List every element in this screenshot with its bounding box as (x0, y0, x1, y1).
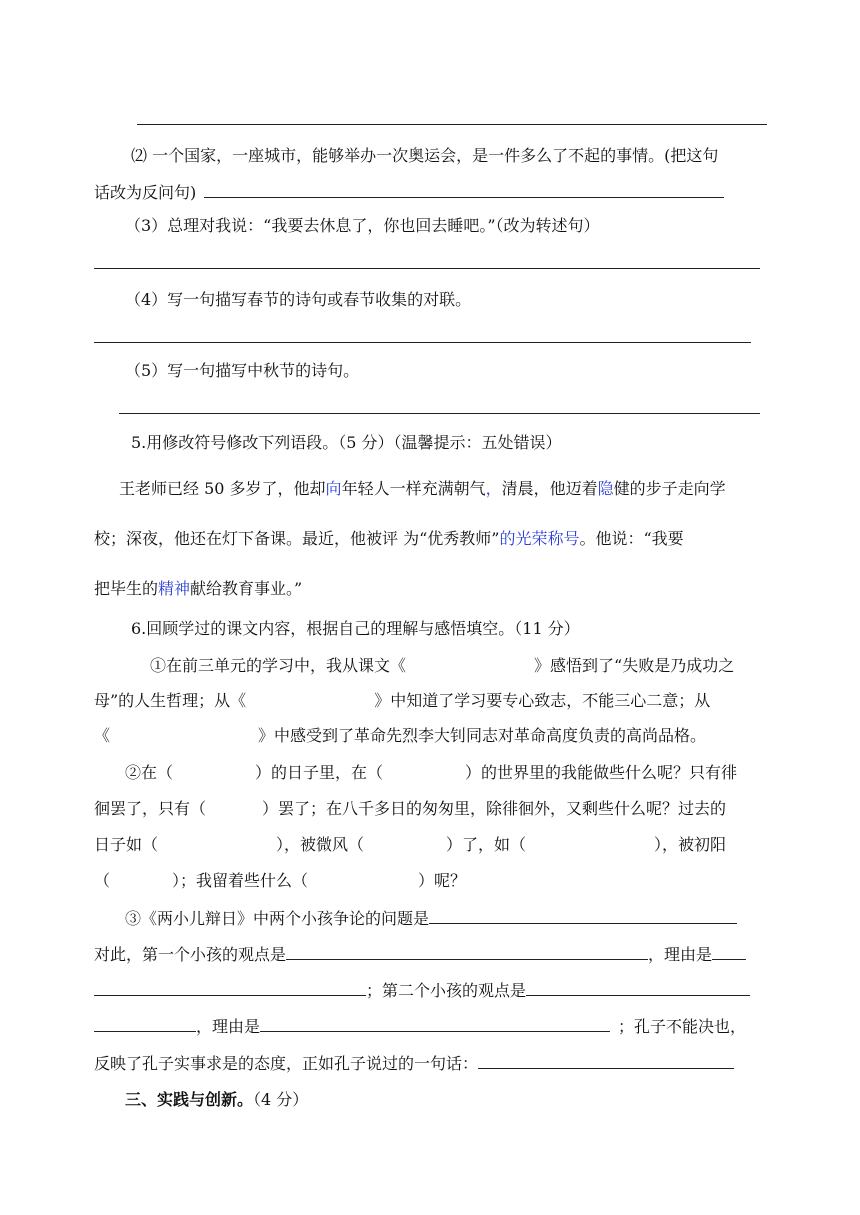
q6-s2-text: ）呢？ (418, 871, 467, 890)
q5-error-word: 隐 (597, 479, 614, 498)
q6-s2-line2 (94, 798, 726, 820)
q6-s3-blank[interactable] (478, 1052, 734, 1069)
q5-paragraph-line3 (94, 578, 302, 600)
answer-line-top (137, 124, 767, 125)
q6-s2-text: ），被微风（ (276, 835, 365, 854)
q6-s2-line4 (94, 870, 466, 892)
q6-s3-text: 反映了孔子实事求是的态度，正如孔子说过的一句话： (94, 1054, 479, 1073)
q6-s1-line1 (150, 655, 734, 677)
q6-s2-text: 日子如（ (94, 835, 159, 854)
q6-s3-line3 (94, 979, 750, 1002)
q6-s3-text: 对此，第一个小孩的观点是 (94, 945, 287, 964)
q4-item4: （4）写一句描写春节的诗句或春节收集的对联。 (125, 290, 472, 309)
q4-item2-line2 (94, 181, 724, 204)
q6-s3-line2 (94, 943, 746, 966)
q4-item4-answer-line[interactable] (94, 342, 751, 343)
q5-p1-text: 年轻人一样充满朝气 (341, 479, 486, 498)
q6-s3-text: ③《两小儿辩日》中两个小孩争论的问题是 (125, 909, 430, 928)
q6-s3-line5 (94, 1052, 734, 1075)
q5-p1-text: 健的步子走向学 (613, 479, 726, 498)
q6-s1-text: 》中感受到了革命先烈李大钊同志对革命高度负责的高尚品格。 (258, 726, 707, 745)
q6-s2-text: ）的日子里，在（ (255, 763, 384, 782)
q6-s3-blank[interactable] (260, 1015, 610, 1032)
q5-paragraph-line1 (119, 478, 726, 500)
q6-s2-text: ②在（ (125, 763, 174, 782)
q6-s2-text: 徊罢了，只有（ (94, 799, 207, 818)
q6-s3-text: ，理由是 (196, 1017, 261, 1036)
q6-s2-text: ）了，如（ (446, 835, 527, 854)
q6-s1-text: 》中知道了学习要专心致志，不能三心二意；从 (374, 691, 711, 710)
q6-s1-text: ①在前三单元的学习中，我从课文《 (150, 656, 407, 675)
q6-s3-text: ，理由是 (648, 945, 713, 964)
q6-s2-text: ）的世界里的我能做些什么呢？只有徘 (465, 763, 738, 782)
q6-s2-line3 (94, 834, 726, 856)
q6-title: 6.回顾学过的课文内容，根据自己的理解与感悟填空。（11 分） (131, 619, 580, 638)
q6-s1-text: 母”的人生哲理；从《 (94, 691, 247, 710)
q5-p1-text: 清晨，他迈着 (501, 479, 598, 498)
q4-item2-label: 话改为反问句) (94, 183, 197, 202)
q6-s3-blank[interactable] (526, 979, 750, 996)
q6-s3-line4 (94, 1015, 746, 1038)
q5-p2-text: 校；深夜，他还在灯下备课。最近，他被评 为“优秀教师” (94, 529, 500, 548)
q6-s3-blank[interactable] (94, 979, 366, 996)
q4-item2-answer-blank[interactable] (204, 181, 724, 198)
q6-s2-text: ）；我留着些什么（ (172, 871, 309, 890)
q6-s1-text: 》感悟到了“失败是乃成功之 (534, 656, 735, 675)
q4-item5-answer-line[interactable] (119, 413, 760, 414)
q6-s2-text: ），被初阳 (654, 835, 727, 854)
section-three-score: （4 分） (253, 1090, 309, 1109)
q6-s2-text: ）罢了；在八千多日的匆匆里，除徘徊外，又剩些什么呢？过去的 (262, 799, 727, 818)
q6-s3-text: ；第二个小孩的观点是 (366, 981, 527, 1000)
q6-s3-blank[interactable] (712, 943, 746, 960)
q5-p3-text: 献给教育事业。” (190, 579, 303, 598)
section-three-heading (125, 1089, 308, 1111)
q5-p1-text: 王老师已经 50 多岁了，他却 (119, 479, 326, 498)
q6-s3-blank[interactable] (94, 1015, 196, 1032)
q6-s2-line1 (125, 762, 737, 784)
q6-s3-text: ；孔子不能决也， (618, 1017, 747, 1036)
q4-item5: （5）写一句描写中秋节的诗句。 (125, 361, 360, 380)
q6-s1-line2 (94, 690, 710, 712)
section-three-title: 三、实践与创新。 (125, 1090, 254, 1109)
q6-s1-text: 《 (94, 726, 111, 745)
q5-p2-text: 。他说：“我要 (579, 529, 684, 548)
q5-paragraph-line2 (94, 528, 684, 550)
q5-p3-text: 把毕生的 (94, 579, 159, 598)
q4-item3-answer-line[interactable] (94, 268, 760, 269)
q6-s3-blank[interactable] (286, 943, 648, 960)
q5-error-phrase: 的光荣称号 (499, 529, 580, 548)
q6-s3-line1 (125, 907, 737, 930)
q5-error-punct: ， (485, 479, 502, 498)
q6-s2-text: （ (94, 871, 111, 890)
q5-error-word: 向 (325, 479, 342, 498)
q4-item3: （3）总理对我说：“我要去休息了，你也回去睡吧。”（改为转述句） (125, 216, 600, 235)
q5-error-word: 精神 (158, 579, 191, 598)
q5-title: 5.用修改符号修改下列语段。（5 分）（温馨提示：五处错误） (131, 433, 562, 452)
q6-s1-line3 (94, 725, 706, 747)
q6-s3-blank[interactable] (429, 907, 737, 924)
q4-item2-line1: ⑵ 一个国家，一座城市，能够举办一次奥运会，是一件多么了不起的事情。(把这句 (131, 146, 719, 165)
